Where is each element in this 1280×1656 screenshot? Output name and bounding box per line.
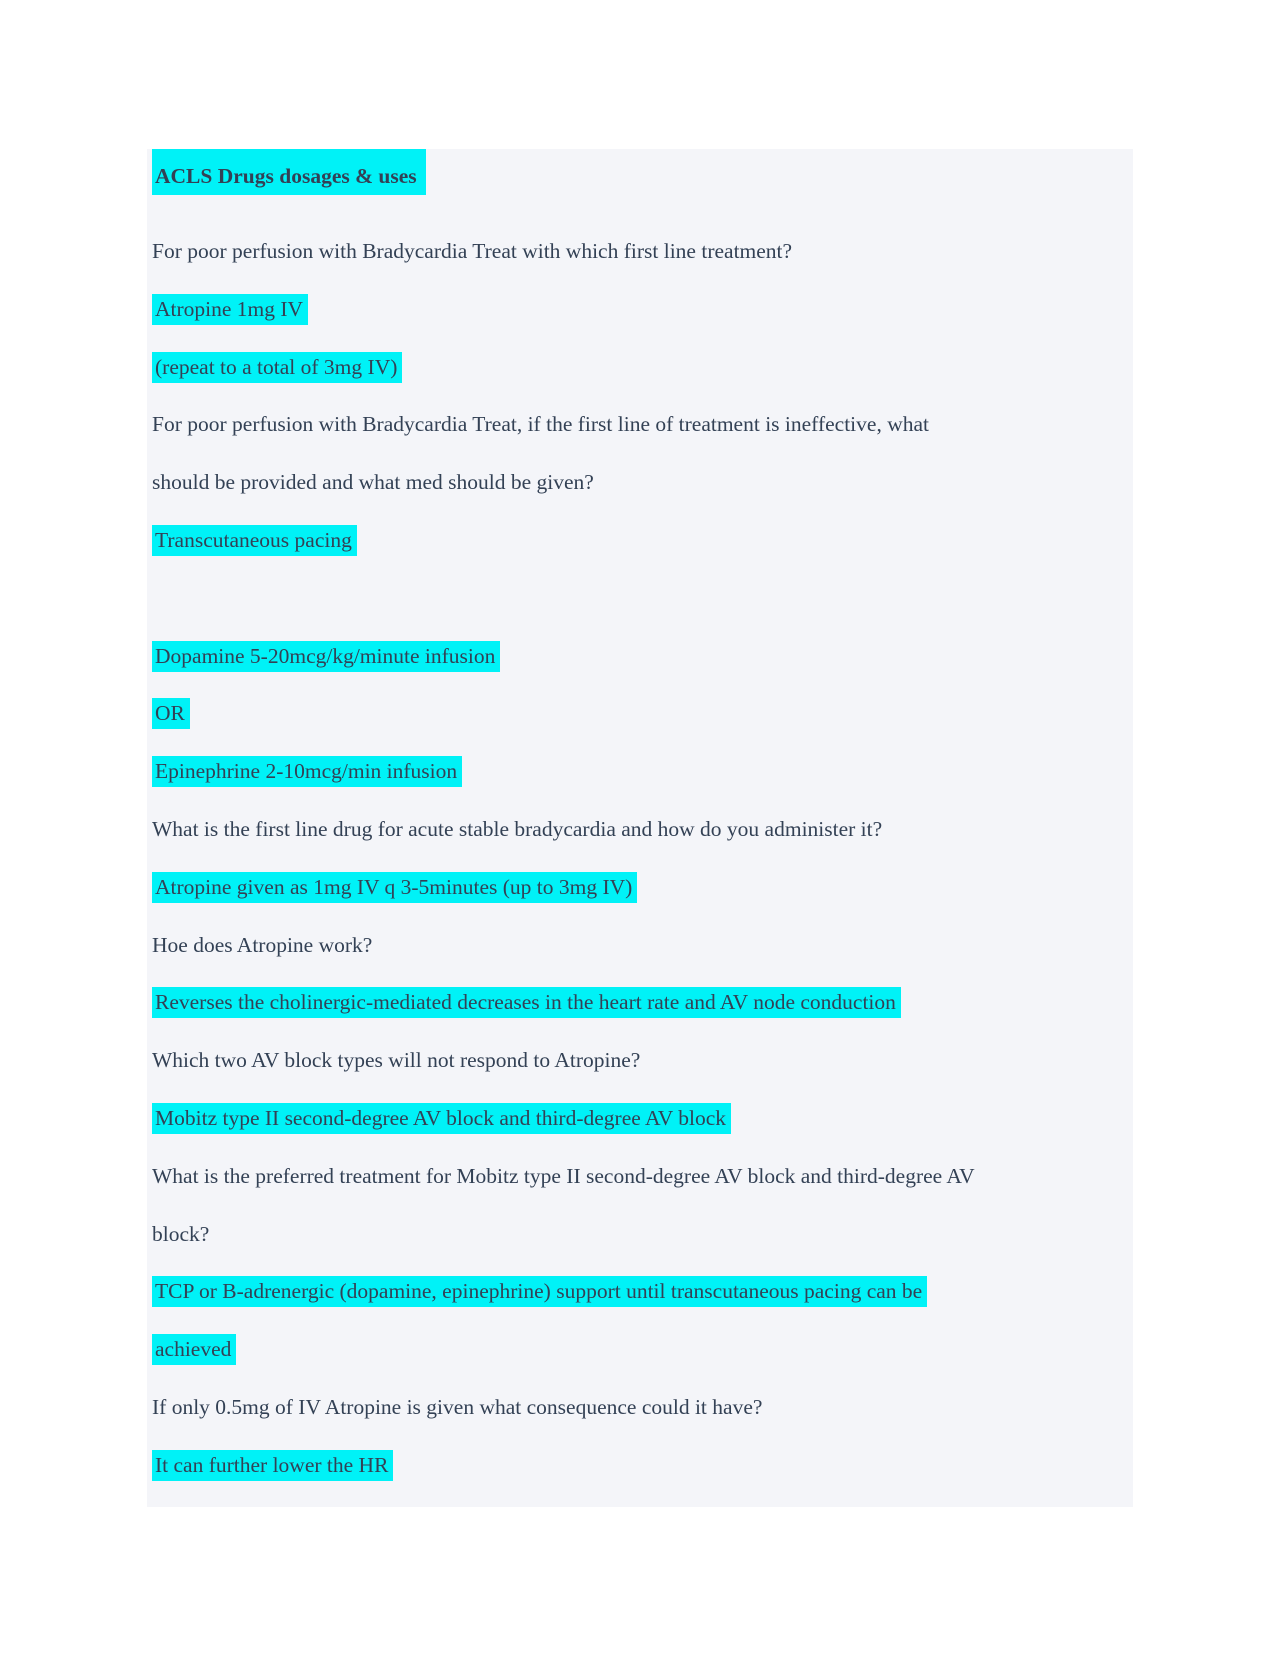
question-text: What is the preferred treatment for Mobitz type II second-degree AV block and third-degree AV (152, 1163, 975, 1188)
text-line (152, 1047, 1130, 1105)
question-text: For poor perfusion with Bradycardia Treat with which first line treatment? (152, 239, 793, 263)
highlighted-answer-text: Dopamine 5-20mcg/kg/minute infusion (152, 641, 500, 672)
highlighted-answer-text: Atropine given as 1mg IV q 3-5minutes (up to 3mg IV) (152, 872, 637, 903)
highlighted-answer-text: Reverses the cholinergic-mediated decreases in the heart rate and AV node conduction (152, 987, 901, 1018)
question-text: block? (152, 1221, 210, 1246)
title-row (152, 149, 426, 195)
highlighted-answer-text: It can further lower the HR (152, 1450, 393, 1481)
blank-line (152, 585, 1130, 643)
question-text: If only 0.5mg of IV Atropine is given what consequence could it have? (152, 1394, 763, 1419)
text-line (152, 989, 1130, 1047)
page-title: ACLS Drugs dosages & uses (152, 149, 426, 195)
highlighted-answer-text: OR (152, 698, 190, 729)
text-line (152, 1394, 1130, 1452)
highlighted-answer-text: Atropine 1mg IV (152, 294, 308, 325)
highlighted-answer-text: achieved (152, 1334, 236, 1365)
text-line (152, 238, 1130, 296)
text-line (152, 874, 1130, 932)
question-text: Which two AV block types will not respond to Atropine? (152, 1048, 641, 1073)
text-line (152, 296, 1130, 354)
highlighted-answer-text: TCP or B-adrenergic (dopamine, epinephrine) support until transcutaneous pacing can be (152, 1276, 927, 1307)
text-line (152, 1163, 1130, 1221)
text-line (152, 411, 1130, 469)
text-line (152, 527, 1130, 585)
highlighted-answer-text: Mobitz type II second-degree AV block and third-degree AV block (152, 1103, 731, 1134)
text-line (152, 643, 1130, 701)
text-line (152, 816, 1130, 874)
text-line (152, 932, 1130, 990)
document-page (147, 149, 1133, 1507)
question-text: For poor perfusion with Bradycardia Treat, if the first line of treatment is ineffective, what (152, 412, 929, 437)
question-text: should be provided and what med should be given? (152, 470, 594, 495)
text-line (152, 469, 1130, 527)
highlighted-answer-text: Transcutaneous pacing (152, 525, 357, 556)
text-line (152, 1278, 1130, 1336)
text-line (152, 1221, 1130, 1279)
highlighted-answer-text: (repeat to a total of 3mg IV) (152, 352, 402, 383)
text-line (152, 354, 1130, 412)
highlighted-answer-text: Epinephrine 2-10mcg/min infusion (152, 756, 462, 787)
text-line (152, 758, 1130, 816)
text-line (152, 1336, 1130, 1394)
document-body (152, 238, 1130, 1510)
question-text: Hoe does Atropine work? (152, 932, 373, 957)
text-line (152, 1452, 1130, 1510)
question-text: What is the first line drug for acute stable bradycardia and how do you administer it? (152, 816, 883, 841)
text-line (152, 1105, 1130, 1163)
text-line (152, 700, 1130, 758)
